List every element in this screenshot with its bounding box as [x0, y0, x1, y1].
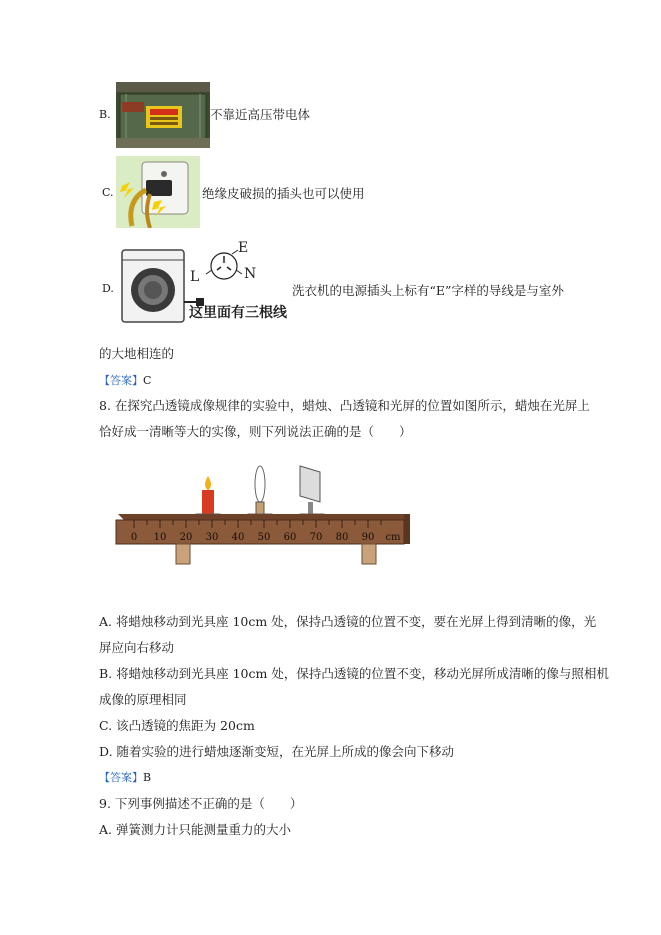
option-d-text: 洗衣机的电源插头上标有“E”字样的导线是与室外 — [292, 283, 564, 298]
earth-label-e: E — [238, 240, 249, 256]
q8-stem-line2: 恰好成一清晰等大的实像，则下列说法正确的是（ ） — [99, 424, 412, 439]
tick-label: 0 — [130, 532, 138, 543]
tick-label: 90 — [361, 532, 375, 543]
tick-label: 80 — [335, 532, 349, 543]
q8-option-b-line1: B. 将蜡烛移动到光具座 10cm 处，保持凸透镜的位置不变，移动光屏所成清晰的像与照相机 — [99, 666, 609, 681]
option-d-letter: D. — [102, 282, 114, 295]
tick-label: 30 — [205, 532, 219, 543]
q9-option-a: A. 弹簧测力计只能测量重力的大小 — [99, 822, 291, 837]
tick-label: 10 — [153, 532, 167, 543]
optical-bench-figure — [114, 462, 410, 566]
high-voltage-photo — [116, 82, 210, 148]
tick-label: 50 — [257, 532, 271, 543]
answer-prefix: 【答案】 — [99, 374, 143, 387]
option-b-letter: B. — [99, 108, 111, 121]
q8-stem-line1: 8. 在探究凸透镜成像规律的实验中，蜡烛、凸透镜和光屏的位置如图所示，蜡烛在光屏上 — [99, 398, 590, 413]
q8-option-d: D. 随着实验的进行蜡烛逐渐变短，在光屏上所成的像会向下移动 — [99, 744, 455, 759]
option-b-text: 不靠近高压带电体 — [210, 107, 311, 122]
q8-option-c: C. 该凸透镜的焦距为 20cm — [99, 718, 255, 733]
broken-plug-illustration — [116, 156, 200, 228]
tick-unit-label: cm — [385, 532, 401, 543]
tick-label: 70 — [309, 532, 323, 543]
answer-value: C — [143, 374, 152, 387]
answer-value: B — [143, 771, 152, 784]
tick-label: 60 — [283, 532, 297, 543]
answer-prefix: 【答案】 — [99, 771, 143, 784]
option-c-text: 绝缘皮破损的插头也可以使用 — [202, 186, 365, 201]
q8-option-a-line1: A. 将蜡烛移动到光具座 10cm 处，保持凸透镜的位置不变，要在光屏上得到清晰的像，光 — [99, 614, 597, 629]
q8-option-b-line2: 成像的原理相同 — [99, 692, 187, 707]
answer-8 — [99, 769, 151, 785]
three-wires-caption: 这里面有三根线 — [189, 305, 287, 321]
tick-label: 40 — [231, 532, 245, 543]
tick-label: 20 — [179, 532, 193, 543]
q8-option-a-line2: 屏应向右移动 — [99, 640, 175, 655]
option-d-continuation: 的大地相连的 — [99, 346, 175, 361]
live-label-l: L — [190, 269, 200, 285]
q9-stem: 9. 下列事例描述不正确的是（ ） — [99, 796, 303, 811]
answer-7 — [99, 372, 151, 388]
neutral-label-n: N — [244, 266, 257, 282]
option-c-letter: C. — [102, 186, 114, 199]
